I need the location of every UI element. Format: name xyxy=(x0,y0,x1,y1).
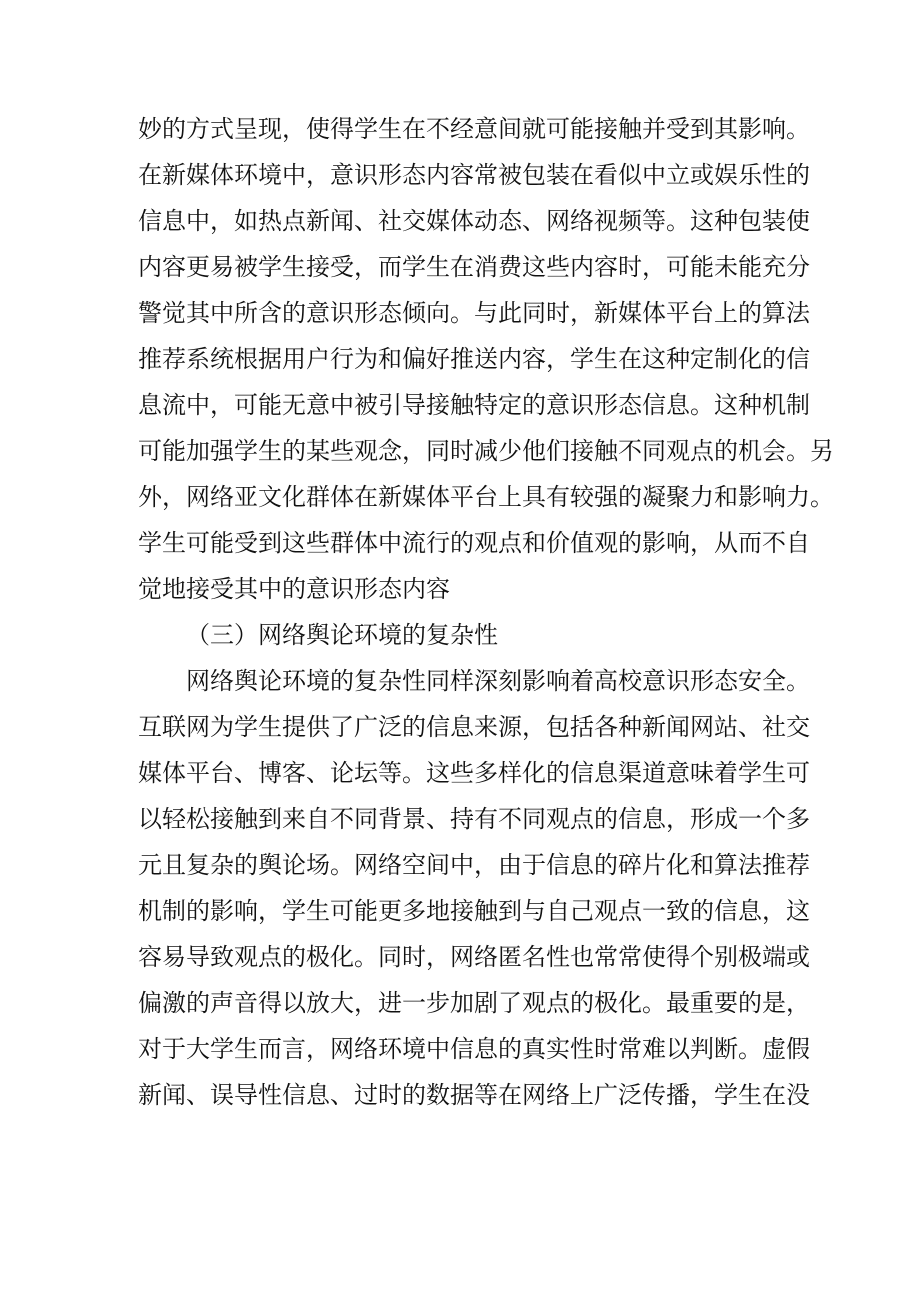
paragraph-2-line: 偏激的声音得以放大，进一步加剧了观点的极化。最重要的是， xyxy=(138,989,810,1017)
paragraph-1-line: 推荐系统根据用户行为和偏好推送内容，学生在这种定制化的信 xyxy=(138,345,810,373)
paragraph-1-line: 信息中，如热点新闻、社交媒体动态、网络视频等。这种包装使 xyxy=(138,207,810,235)
paragraph-1-line: 妙的方式呈现，使得学生在不经意间就可能接触并受到其影响。 xyxy=(138,115,810,143)
paragraph-1-line: 外，网络亚文化群体在新媒体平台上具有较强的凝聚力和影响力。 xyxy=(138,483,834,511)
paragraph-1-line: 息流中，可能无意中被引导接触特定的意识形态信息。这种机制 xyxy=(138,391,810,419)
section-heading: （三）网络舆论环境的复杂性 xyxy=(186,621,498,649)
paragraph-1-line: 学生可能受到这些群体中流行的观点和价值观的影响，从而不自 xyxy=(138,529,810,557)
paragraph-2-line: 机制的影响，学生可能更多地接触到与自己观点一致的信息，这 xyxy=(138,897,810,925)
paragraph-2-line: 媒体平台、博客、论坛等。这些多样化的信息渠道意味着学生可 xyxy=(138,759,810,787)
paragraph-2-line: 以轻松接触到来自不同背景、持有不同观点的信息，形成一个多 xyxy=(138,805,810,833)
paragraph-1-line: 内容更易被学生接受，而学生在消费这些内容时，可能未能充分 xyxy=(138,253,810,281)
paragraph-2-line: 网络舆论环境的复杂性同样深刻影响着高校意识形态安全。 xyxy=(186,667,810,695)
paragraph-2-line: 互联网为学生提供了广泛的信息来源，包括各种新闻网站、社交 xyxy=(138,713,810,741)
paragraph-1-line: 觉地接受其中的意识形态内容 xyxy=(138,575,450,603)
paragraph-2-line: 元且复杂的舆论场。网络空间中，由于信息的碎片化和算法推荐 xyxy=(138,851,810,879)
paragraph-2-line: 容易导致观点的极化。同时，网络匿名性也常常使得个别极端或 xyxy=(138,943,810,971)
paragraph-2-line: 对于大学生而言，网络环境中信息的真实性时常难以判断。虚假 xyxy=(138,1035,810,1063)
paragraph-2-line: 新闻、误导性信息、过时的数据等在网络上广泛传播，学生在没 xyxy=(138,1081,810,1109)
paragraph-1-line: 在新媒体环境中，意识形态内容常被包装在看似中立或娱乐性的 xyxy=(138,161,810,189)
paragraph-1-line: 警觉其中所含的意识形态倾向。与此同时，新媒体平台上的算法 xyxy=(138,299,810,327)
paragraph-1-line: 可能加强学生的某些观念，同时减少他们接触不同观点的机会。另 xyxy=(138,437,834,465)
